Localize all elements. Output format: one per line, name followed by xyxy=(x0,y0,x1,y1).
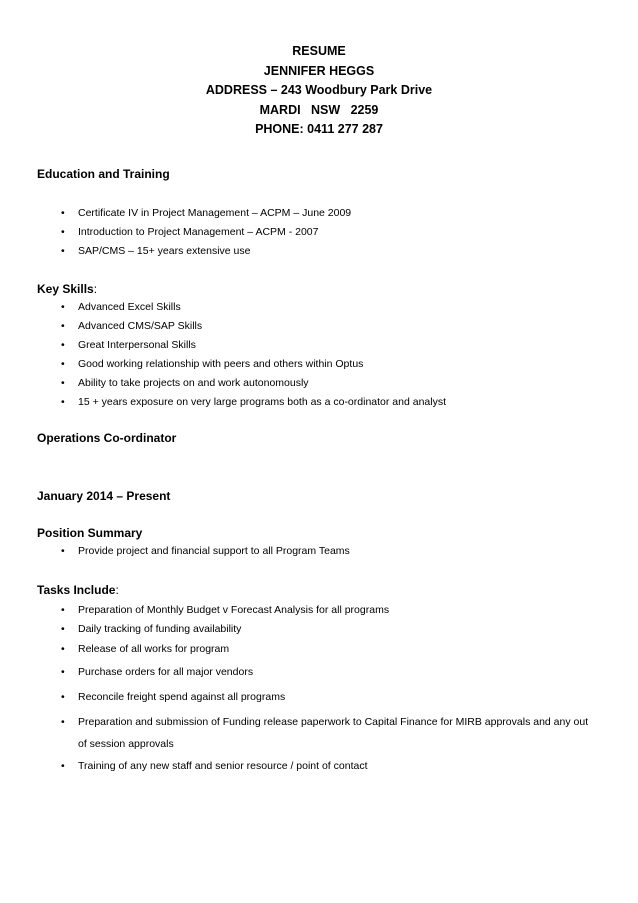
tasks-list xyxy=(0,601,638,776)
list-item-text: Training of any new staff and senior resource / point of contact xyxy=(78,760,368,772)
list-item-text: Good working relationship with peers and others within Optus xyxy=(78,358,364,370)
list-item-text: 15 + years exposure on very large programs both as a co-ordinator and analyst xyxy=(78,396,446,408)
bullet-icon: • xyxy=(61,716,65,728)
list-item xyxy=(0,242,598,261)
list-item xyxy=(0,298,598,317)
applicant-name: JENNIFER HEGGS xyxy=(263,63,375,78)
education-list xyxy=(0,204,638,261)
list-item-text: SAP/CMS – 15+ years extensive use xyxy=(78,245,251,257)
list-item-text: Release of all works for program xyxy=(78,643,230,655)
list-item-text: Ability to take projects on and work autonomously xyxy=(78,377,309,389)
bullet-icon: • xyxy=(61,226,65,238)
role-dates-text: January 2014 – Present xyxy=(37,489,171,503)
resume-header xyxy=(0,42,638,140)
skills-heading-colon: : xyxy=(93,282,98,296)
bullet-icon: • xyxy=(61,623,65,635)
bullet-icon: • xyxy=(61,545,65,557)
bullet-icon: • xyxy=(61,339,65,351)
bullet-icon: • xyxy=(61,760,65,772)
applicant-city: MARDI NSW 2259 xyxy=(259,102,379,117)
list-item xyxy=(0,663,598,682)
summary-heading-text: Position Summary xyxy=(37,526,143,540)
list-item-text: Preparation and submission of Funding release paperwork to Capital Finance for MIRB approvals and any out of session approvals xyxy=(78,716,589,750)
bullet-icon: • xyxy=(61,358,65,370)
skills-list xyxy=(0,298,638,412)
list-item xyxy=(0,639,598,659)
bullet-icon: • xyxy=(61,245,65,257)
skills-heading xyxy=(37,282,97,296)
role-title xyxy=(37,431,176,445)
list-item-text: Daily tracking of funding availability xyxy=(78,623,242,635)
summary-heading xyxy=(37,526,142,540)
list-item-text: Advanced CMS/SAP Skills xyxy=(78,320,203,332)
list-item-text: Introduction to Project Management – ACPM - 2007 xyxy=(78,226,319,238)
list-item xyxy=(0,688,598,707)
role-title-text: Operations Co-ordinator xyxy=(37,431,177,445)
list-item-text: Provide project and financial support to all Program Teams xyxy=(78,545,350,557)
applicant-phone: PHONE: 0411 277 287 xyxy=(255,122,383,136)
education-heading-text: Education and Training xyxy=(37,167,170,181)
bullet-icon: • xyxy=(61,604,65,616)
list-item xyxy=(0,374,598,393)
list-item xyxy=(0,542,598,561)
bullet-icon: • xyxy=(61,396,65,408)
tasks-heading-colon: : xyxy=(115,583,119,597)
resume-title: RESUME xyxy=(292,44,346,58)
list-item-text: Purchase orders for all major vendors xyxy=(78,666,254,678)
list-item xyxy=(0,317,598,336)
bullet-icon: • xyxy=(61,666,65,678)
tasks-heading xyxy=(37,583,119,597)
list-item xyxy=(0,223,598,242)
list-item xyxy=(0,393,598,412)
bullet-icon: • xyxy=(61,207,65,219)
role-dates xyxy=(37,489,170,503)
list-item xyxy=(0,336,598,355)
bullet-icon: • xyxy=(61,643,65,655)
tasks-heading-text: Tasks Include xyxy=(37,583,116,597)
list-item-text: Preparation of Monthly Budget v Forecast Analysis for all programs xyxy=(78,604,390,616)
bullet-icon: • xyxy=(61,691,65,703)
summary-list xyxy=(0,542,638,561)
list-item xyxy=(0,601,598,620)
list-item xyxy=(0,757,598,776)
list-item-text: Reconcile freight spend against all programs xyxy=(78,691,286,703)
applicant-address: ADDRESS – 243 Woodbury Park Drive xyxy=(205,83,433,97)
bullet-icon: • xyxy=(61,377,65,389)
list-item-text: Advanced Excel Skills xyxy=(78,301,181,313)
list-item-text: Great Interpersonal Skills xyxy=(78,339,196,351)
list-item xyxy=(0,204,598,223)
education-heading xyxy=(37,167,170,181)
list-item-text: Certificate IV in Project Management – ACPM – June 2009 xyxy=(78,207,352,219)
list-item xyxy=(0,355,598,374)
list-item xyxy=(0,711,598,755)
bullet-icon: • xyxy=(61,301,65,313)
skills-heading-text: Key Skills xyxy=(37,282,94,296)
list-item xyxy=(0,620,598,639)
bullet-icon: • xyxy=(61,320,65,332)
